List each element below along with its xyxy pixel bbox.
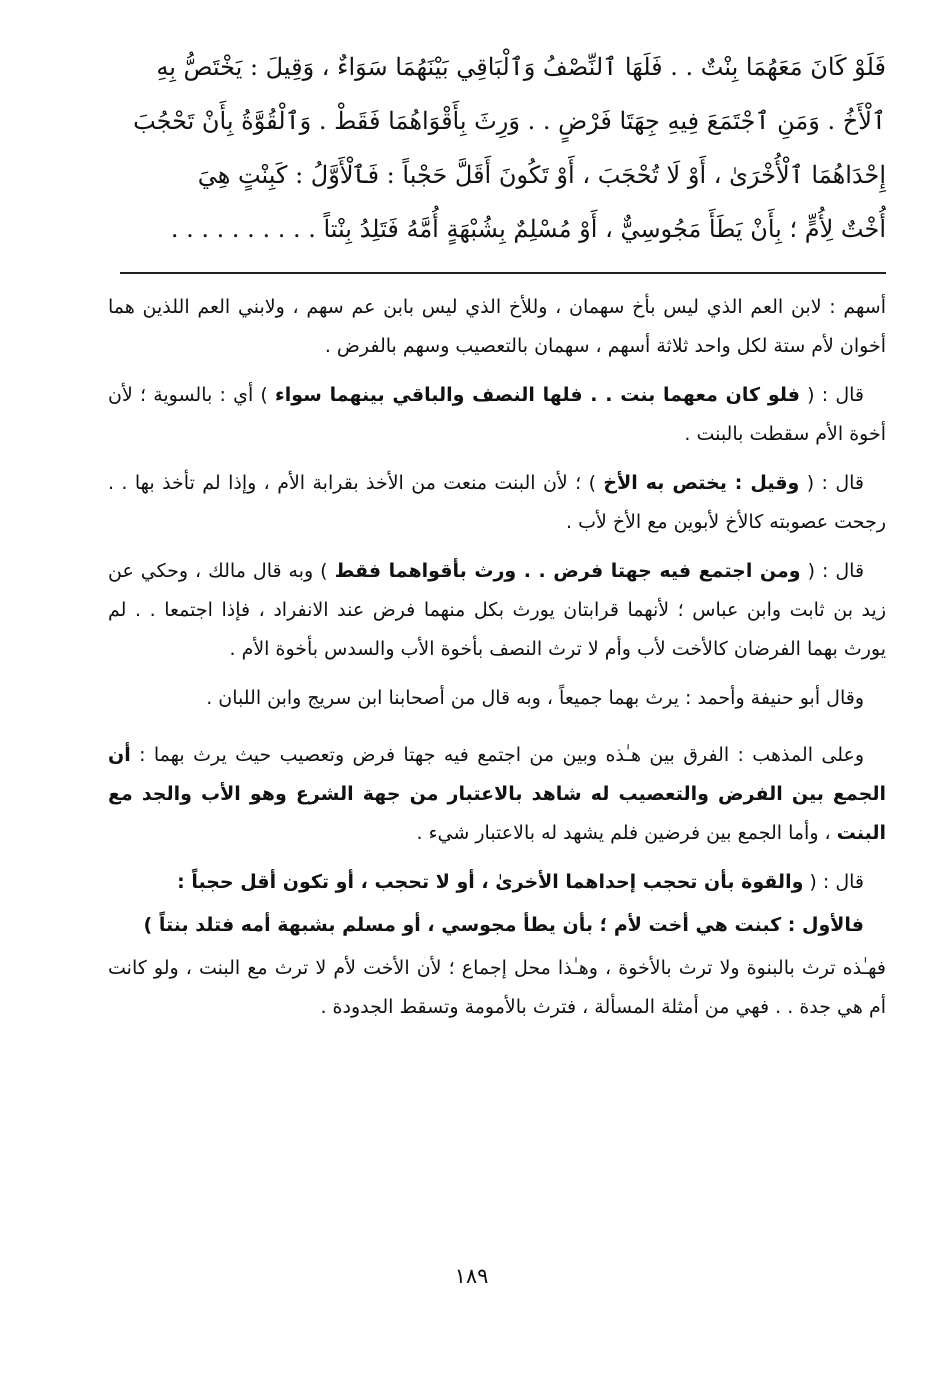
commentary-paragraph bbox=[108, 906, 886, 945]
quote-open: قال : ( bbox=[803, 871, 864, 893]
matn-quote: ومن اجتمع فيه جهتا فرض . . ورث بأقواهما فقط bbox=[334, 560, 801, 582]
commentary-paragraph bbox=[108, 376, 886, 454]
commentary-paragraph bbox=[108, 464, 886, 542]
commentary-paragraph bbox=[108, 949, 886, 1027]
paragraph-text: أسهم : لابن العم الذي ليس بأخ سهمان ، وللأخ الذي ليس بابن عم سهم ، ولابني العم اللذين هما أخوان لأم ستة لكل واحد ثلاثة أسهم ، سهمان بالتعصيب وسهم بالفرض . bbox=[108, 296, 886, 357]
paragraph-text: ) ؛ لأن البنت منعت من الأخذ بقرابة الأم ، وإذا لم تأخذ بها . . رجحت عصوبته كالأخ لأبوين مع الأخ لأب . bbox=[108, 472, 886, 533]
quote-open: قال : ( bbox=[800, 560, 865, 582]
quote-open: قال : ( bbox=[799, 384, 864, 406]
paragraph-text: ، وأما الجمع بين فرضين فلم يشهد له بالاعتبار شيء . bbox=[416, 822, 837, 844]
page-number: ١٨٩ bbox=[454, 1264, 489, 1288]
quote-close: ) bbox=[143, 914, 159, 936]
matn-line: ٱلْأَخُ . وَمَنِ ٱجْتَمَعَ فِيهِ جِهَتَا فَرْضٍ . . وَرِثَ بِأَقْوَاهُمَا فَقَطْ . وَٱلْقُوَّةُ بِأَنْ تَحْجُبَ bbox=[133, 107, 886, 135]
matn-line: أُخْتٌ لِأُمٍّ ؛ بِأَنْ يَطَأَ مَجُوسِيٌّ ، أَوْ مُسْلِمٌ بِشُبْهَةٍ أُمَّهُ فَتَلِدُ بِنْتاً . . . . . . . . . . bbox=[170, 215, 886, 243]
commentary-paragraph bbox=[108, 288, 886, 366]
matn-quote: وقيل : يختص به الأخ bbox=[603, 472, 800, 494]
paragraph-text: وقال أبو حنيفة وأحمد : يرث بهما جميعاً ، وبه قال من أصحابنا ابن سريج وابن اللبان . bbox=[206, 687, 864, 709]
quote-open: قال : ( bbox=[799, 472, 865, 494]
matn-quote: فلو كان معهما بنت . . فلها النصف والباقي بينهما سواء bbox=[275, 384, 800, 406]
matn-quote: فالأول : كبنت هي أخت لأم ؛ بأن يطأ مجوسي ، أو مسلم بشبهة أمه فتلد بنتاً bbox=[158, 914, 864, 936]
commentary-paragraph bbox=[108, 736, 886, 853]
separator-rule bbox=[120, 272, 886, 274]
matn-quote: والقوة بأن تحجب إحداهما الأخرىٰ ، أو لا تحجب ، أو تكون أقل حجباً : bbox=[177, 871, 804, 893]
sharh-commentary bbox=[108, 288, 886, 1027]
matn-line: إِحْدَاهُمَا ٱلْأُخْرَىٰ ، أَوْ لَا تُحْجَبَ ، أَوْ تَكُونَ أَقَلَّ حَجْباً : فَٱلْأَوَّلُ : كَبِنْتٍ هِيَ bbox=[197, 161, 886, 189]
paragraph-text: فهـٰذه ترث بالبنوة ولا ترث بالأخوة ، وهـٰذا محل إجماع ؛ لأن الأخت لأم لا ترث مع البنت ، ولو كانت أم هي جدة . . فهي من أمثلة المسألة ، فترث بالأمومة وتسقط الجدودة . bbox=[108, 957, 886, 1018]
matn-line: فَلَوْ كَانَ مَعَهُمَا بِنْتٌ . . فَلَهَا ٱلنِّصْفُ وَٱلْبَاقِي بَيْنَهُمَا سَوَاءٌ ، وَقِيلَ : يَخْتَصُّ بِهِ bbox=[156, 53, 886, 81]
paragraph-text: ) وبه قال مالك ، وحكي عن زيد بن ثابت وابن عباس ؛ لأنهما قرابتان يورث بكل منهما فرض عند الانفراد ، فإذا اجتمعا . . لم يورث بهما الفرضان كالأخت لأب وأم لا ترث النصف بأخوة الأب والسدس بأخوة الأم . bbox=[108, 560, 886, 660]
commentary-paragraph bbox=[108, 863, 886, 902]
paragraph-text: وعلى المذهب : الفرق بين هـٰذه وبين من اجتمع فيه جهتا فرض وتعصيب حيث يرث بهما : bbox=[130, 744, 864, 766]
matn-text bbox=[108, 40, 886, 256]
emphasis-text: أن الجمع بين الفرض والتعصيب له شاهد بالاعتبار من جهة الشرع وهو الأب والجد مع البنت bbox=[108, 744, 886, 844]
paragraph-text: ) أي : بالسوية ؛ لأن أخوة الأم سقطت بالبنت . bbox=[108, 384, 886, 445]
commentary-paragraph bbox=[108, 552, 886, 669]
commentary-paragraph bbox=[108, 679, 886, 718]
book-page bbox=[108, 40, 886, 1037]
